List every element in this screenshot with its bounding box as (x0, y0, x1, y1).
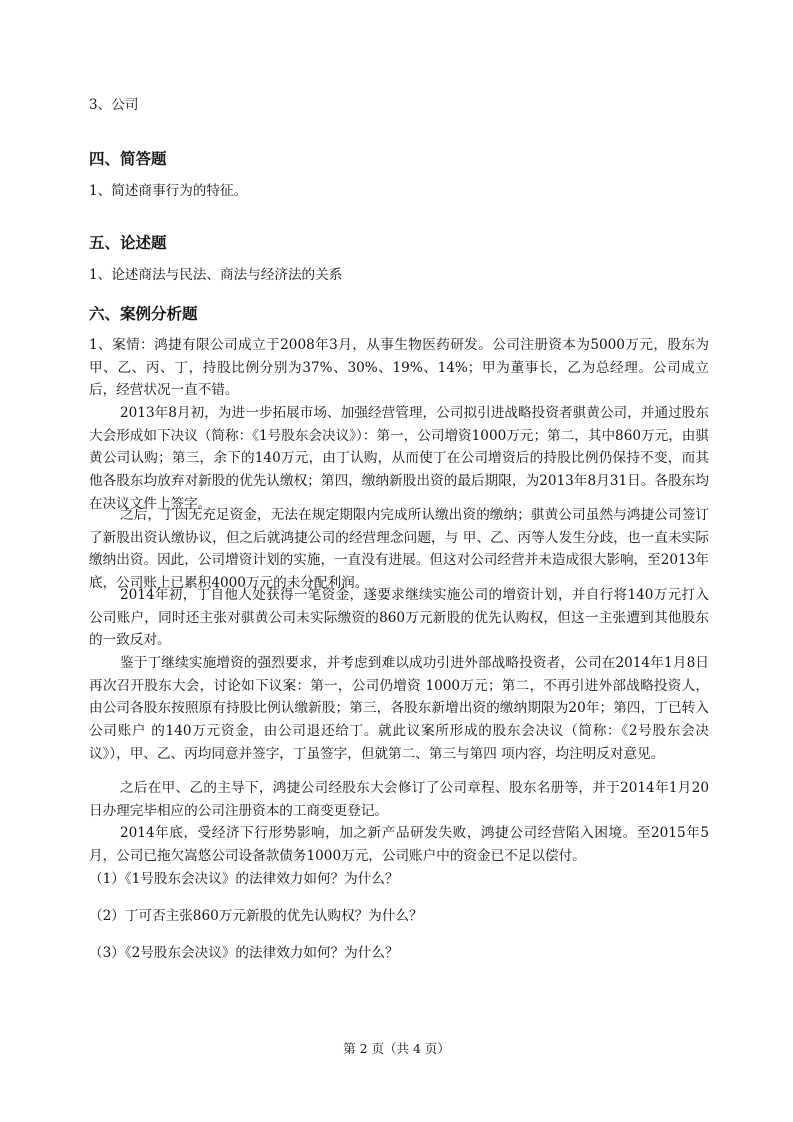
case-paragraph-4: 2014年初，丁自他人处获得一笔资金，遂要求继续实施公司的增资计划，并自行将140万元打入公司账户，同时还主张对骐黄公司未实际缴资的860万元新股的优先认购权，但这一主张遭到其他股东的一致反对。 (89, 587, 709, 649)
heading-essay: 五、论述题 (89, 234, 167, 252)
case-question-2: （2）丁可否主张860万元新股的优先认购权？为什么？ (89, 908, 423, 924)
essay-question-1: 1、论述商法与民法、商法与经济法的关系 (89, 267, 343, 283)
case-paragraph-5: 鉴于丁继续实施增资的强烈要求，并考虑到难以成功引进外部战略投资者，公司在2014年1月8日再次召开股东大会，讨论如下议案：第一，公司仍增资 1000万元；第二，不再引进外部战略投资人，由公司各股东按照原有持股比例认缴新股；第三，各股东新增出资的缴纳期限为20年；第四，丁已转入公司账户 的140万元资金，由公司退还给丁。就此议案所形成的股东会决议（简称：《2号股东会决议》），甲、乙、丙均同意并签字，丁虽签字，但就第二、第三与第四 项内容，均注明反对意见。 (89, 655, 709, 762)
heading-case-analysis: 六、案例分析题 (89, 305, 198, 323)
case-paragraph-6: 之后在甲、乙的主导下，鸿捷公司经股东大会修订了公司章程、股东名册等，并于2014年1月20日办理完毕相应的公司注册资本的工商变更登记。 (89, 780, 709, 819)
case-question-1: （1）《1号股东会决议》的法律效力如何？为什么？ (89, 871, 399, 887)
item-company: 3、公司 (89, 97, 139, 113)
case-paragraph-1: 1、案情：鸿捷有限公司成立于2008年3月，从事生物医药研发。公司注册资本为5000万元，股东为甲、乙、丙、丁，持股比例分别为37%、30%、19%、14%；甲为董事长，乙为总经理。公司成立后，经营状况一直不错。 (89, 337, 709, 399)
case-paragraph-3: 之后，丁因无充足资金，无法在规定期限内完成所认缴出资的缴纳；骐黄公司虽然与鸿捷公司签订了新股出资认缴协议，但之后就鸿捷公司的经营理念问题，与 甲、乙、丙等人发生分歧，也一直未实际缴纳出资。因此，公司增资计划的实施，一直没有进展。但这对公司经营并未造成很大影响，至2013年底，公司账上已累积4000万元的未分配利润。 (89, 507, 709, 592)
case-paragraph-2: 2013年8月初，为进一步拓展市场、加强经营管理，公司拟引进战略投资者骐黄公司，并通过股东大会形成如下决议（简称：《1号股东会决议》）：第一，公司增资1000万元；第二，其中860万元，由骐黄公司认购；第三，余下的140万元，由丁认购，从而使丁在公司增资后的持股比例仍保持不变，而其 他各股东均放弃对新股的优先认缴权；第四，缴纳新股出资的最后期限，为2013年8月31日。各股东均在决议文件上签字。 (89, 405, 709, 512)
short-answer-question-1: 1、简述商事行为的特征。 (89, 183, 248, 199)
page-footer: 第 2 页（共 4 页） (343, 1041, 450, 1056)
case-question-3: （3）《2号股东会决议》的法律效力如何？为什么？ (89, 945, 399, 961)
heading-short-answer: 四、简答题 (89, 150, 167, 168)
case-paragraph-7: 2014年底，受经济下行形势影响，加之新产品研发失败，鸿捷公司经营陷入困境。至2015年5月，公司已拖欠嵩悠公司设备款债务1000万元，公司账户中的资金已不足以偿付。 (89, 825, 709, 864)
